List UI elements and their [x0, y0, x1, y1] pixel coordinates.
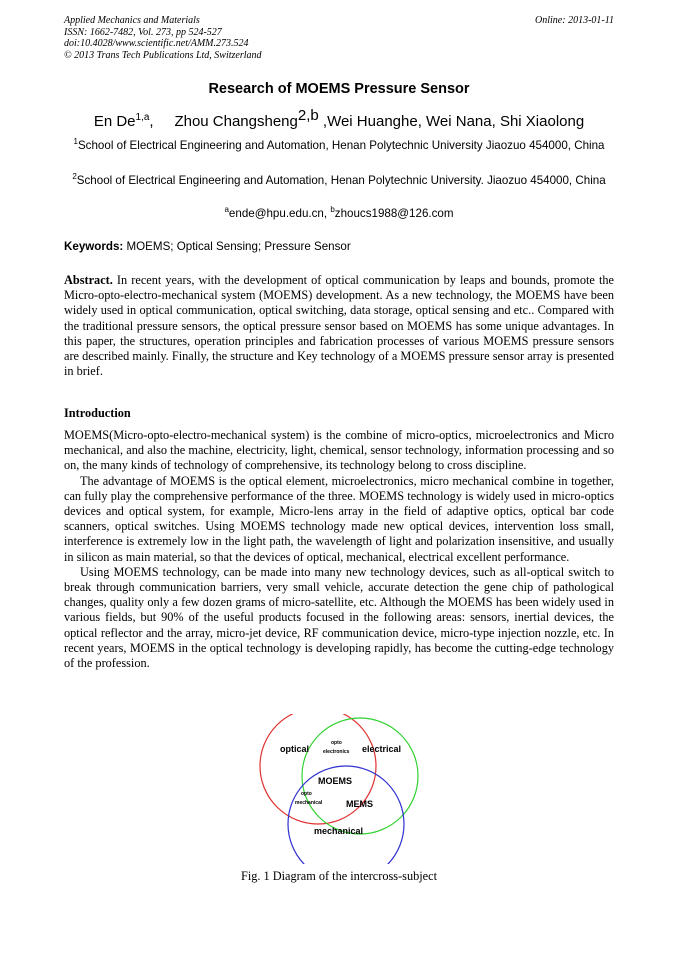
- label-optical: optical: [280, 744, 310, 754]
- abstract: [64, 273, 614, 379]
- label-mechanical: mechanical: [314, 826, 364, 836]
- keywords-text: MOEMS; Optical Sensing; Pressure Sensor: [123, 240, 351, 253]
- label-opto-electronics-1: opto: [331, 740, 342, 746]
- affiliation-2-num: 2: [72, 172, 77, 181]
- label-opto-mechanical-1: opto: [301, 791, 312, 797]
- label-electrical: electrical: [362, 744, 402, 754]
- figure-caption: Fig. 1 Diagram of the intercross-subject: [240, 869, 438, 883]
- label-opto-electronics-2: electronics: [323, 749, 350, 755]
- paragraph-1: MOEMS(Micro-opto-electro-mechanical system) is the combine of micro-optics, microelectronics and Micro mechanical, and also the machine, electricity, light, chemical, sensor technology, information processing and so on, the many kinds of technology of comprehensive, its technology belong to cross discipline.: [64, 428, 614, 473]
- label-moems: MOEMS: [318, 776, 353, 786]
- paragraph-3: Using MOEMS technology, can be made into many new technology devices, such as all-optical switch to break through communication barriers, very small vehicle, accurate detection the gene chip of pathological changes, quality only a few dozen grams of micro-satellite, etc. Although the MOEMS has been widely used in various fields, but 90% of the useful products focused in the following areas: sensors, inertial devices, the optical reflector and the array, micro-jet device, RF communication device, micro-type injection nozzle, etc. In recent years, MOEMS in the optical technology is developing rapidly, has become the cutting-edge technology of the profession.: [64, 564, 614, 671]
- author-2-sup: 2,b: [297, 107, 319, 124]
- keywords-label: Keywords:: [64, 240, 124, 253]
- abstract-label: Abstract.: [64, 273, 113, 287]
- abstract-text: In recent years, with the development of optical communication by leaps and bounds, promote the Micro-opto-electro-mechanical system (MOEMS) development. As a new technology, the MOEMS have been widely used in optical communication, optical switching, data storage, optical sensing and etc.. Compared with the traditional pressure sensors, the optical pressure sensor based on MOEMS has some unique advantages. In this paper, the structures, operation principles and fabrication processes of various MOEMS pressure sensors are described mainly. Finally, the structure and Key technology of a MOEMS pressure sensor array is presented in brief.: [64, 273, 614, 379]
- doi: doi:10.4028/www.scientific.net/AMM.273.524: [64, 38, 249, 49]
- label-opto-mechanical-2: mechanical: [295, 800, 323, 806]
- other-authors: ,Wei Huanghe, Wei Nana, Shi Xiaolong: [322, 113, 585, 130]
- paragraph-2: The advantage of MOEMS is the optical element, microelectronics, micro mechanical combine in together, can fully play the comprehensive performance of the three. MOEMS technology is widely used in micro-optics devices and optical system, for example, Micro-lens array in the field of adaptive optics, optical bar code scanners, optical switches. Using MOEMS technology made new optical devices, intervention loss small, interference is extremely low in the light path, the wavelength of light and polarization insensitive, and usually in silicon as main material, so that the devices of optical, mechanical, electrical excellent performance.: [64, 473, 614, 564]
- copyright: © 2013 Trans Tech Publications Ltd, Switzerland: [64, 49, 262, 61]
- journal-name: Applied Mechanics and Materials: [64, 15, 200, 26]
- journal-header: [64, 15, 262, 61]
- venn-diagram: [250, 714, 430, 864]
- affiliation-2-text: School of Electrical Engineering and Automation, Henan Polytechnic University. Jiaozuo 454000, China: [76, 173, 606, 187]
- label-mems: MEMS: [346, 799, 373, 809]
- affiliation-1-num: 1: [73, 137, 78, 146]
- email-b: zhoucs1988@126.com: [334, 206, 454, 220]
- email-a-sup: a: [224, 205, 229, 214]
- issn: ISSN: 1662-7482, Vol. 273, pp 524-527: [64, 26, 222, 38]
- affiliation-2: [64, 169, 614, 189]
- author-emails: [0, 205, 678, 220]
- email-b-sup: b: [330, 205, 335, 214]
- author-1: En De: [93, 113, 136, 130]
- author-list: En De$^{1,a}$, Zhou Changsheng$^{2,b}$ ,Wei Huanghe, Wei Nana, Shi Xiaolong: [93, 107, 585, 130]
- section-heading-introduction: Introduction: [64, 406, 131, 420]
- keywords: [64, 240, 351, 253]
- introduction-body: [64, 428, 614, 671]
- affiliation-1: [64, 134, 614, 154]
- author-2: Zhou Changsheng: [174, 113, 298, 130]
- online-date: Online: 2013-01-11: [535, 15, 614, 26]
- author-1-sup: 1,a: [135, 112, 150, 123]
- paper-title: Research of MOEMS Pressure Sensor: [208, 81, 470, 97]
- affiliation-1-text: School of Electrical Engineering and Automation, Henan Polytechnic University Jiaozuo 454000, China: [77, 138, 605, 152]
- email-a: ende@hpu.edu.cn,: [228, 206, 331, 220]
